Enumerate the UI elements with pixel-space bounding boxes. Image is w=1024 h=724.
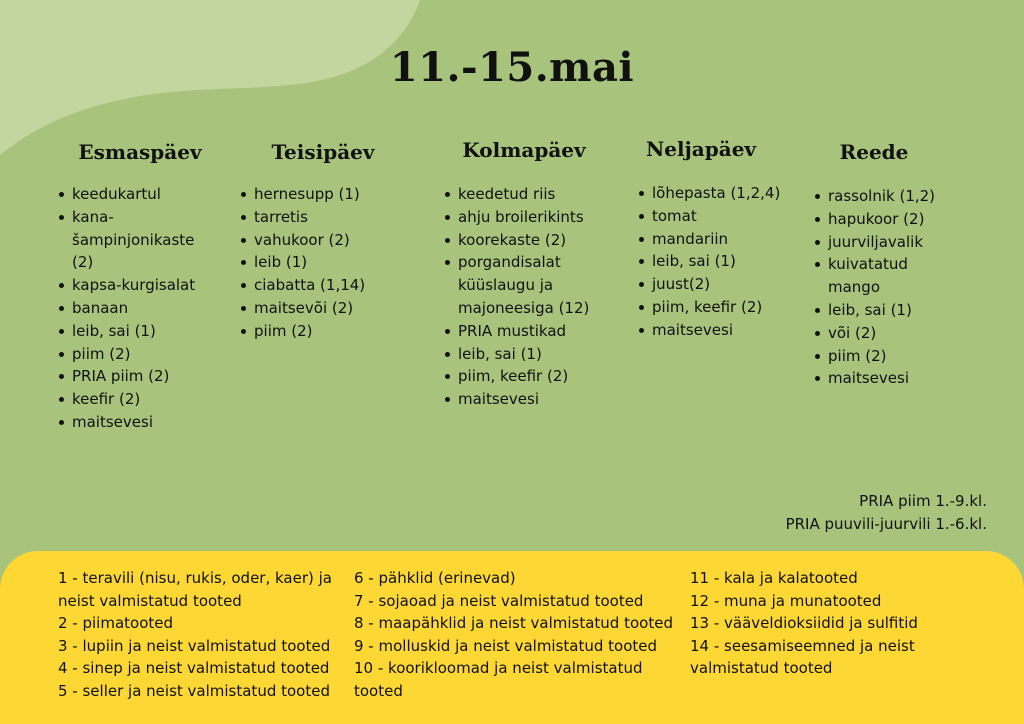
menu-item: keedukartul: [72, 183, 234, 206]
day-header-monday: [62, 140, 218, 164]
menu-item: banaan: [72, 297, 234, 320]
day-name: Teisipäev: [271, 140, 375, 164]
menu-item: keedetud riis: [458, 183, 618, 206]
menu-item: piim (2): [72, 343, 234, 366]
allergen-item: 9 - molluskid ja neist valmistatud tooted: [354, 636, 658, 655]
day-header-friday: [818, 140, 930, 164]
menu-item: juust(2): [652, 273, 822, 296]
allergen-item: 6 - pähklid (erinevad): [354, 569, 516, 587]
menu-item: kana-šampinjonikaste (2): [72, 206, 207, 274]
allergen-column-1: [58, 567, 336, 703]
menu-item: piim (2): [828, 345, 978, 368]
menu-item: piim, keefir (2): [652, 296, 822, 319]
menu-item: hernesupp (1): [254, 183, 414, 206]
day-header-thursday: [628, 137, 774, 161]
allergen-item: 13 - vääveldioksiidid ja sulfitid: [690, 614, 918, 633]
allergen-legend: [0, 551, 1024, 724]
day-name: Esmaspäev: [78, 140, 202, 164]
menu-item: tomat: [652, 205, 822, 228]
pria-note-milk: PRIA piim 1.-9.kl.: [859, 492, 987, 510]
day-menu-monday: [58, 183, 234, 434]
menu-item: mandariin: [652, 228, 822, 251]
menu-item: leib, sai (1): [652, 250, 822, 273]
day-menu-tuesday: [240, 183, 414, 343]
menu-item: piim (2): [254, 320, 414, 343]
allergen-item: 14 - seesamiseemned ja neist valmistatud tooted: [690, 636, 915, 678]
allergen-item: 10 - koorikloomad ja neist valmistatud tooted: [354, 659, 643, 700]
menu-item: leib, sai (1): [458, 343, 618, 366]
menu-item: leib, sai (1): [72, 320, 234, 343]
day-header-wednesday: [438, 138, 610, 162]
menu-item: rassolnik (1,2): [828, 185, 978, 208]
pria-note-produce: PRIA puuvili-juurvili 1.-6.kl.: [785, 515, 987, 533]
day-header-tuesday: [250, 140, 396, 164]
page-title: 11.-15.mai: [389, 44, 635, 91]
allergen-item: 8 - maapähklid ja neist valmistatud tooted: [354, 614, 673, 633]
menu-item: maitsevesi: [458, 388, 618, 411]
menu-item: porgandisalat küüslaugu ja majoneesiga (12): [458, 251, 598, 319]
menu-item: ahju broilerikints: [458, 206, 618, 229]
allergen-item: 7 - sojaoad ja neist valmistatud tooted: [354, 591, 644, 610]
day-name: Neljapäev: [645, 137, 757, 161]
day-menu-friday: [814, 185, 978, 390]
day-name: Reede: [839, 140, 909, 164]
menu-item: maitsevesi: [828, 367, 978, 390]
allergen-item: 11 - kala ja kalatooted: [690, 569, 858, 587]
menu-item: maitsevesi: [652, 319, 822, 342]
allergen-item: 3 - lupiin ja neist valmistatud tooted: [58, 636, 331, 655]
allergen-item: 5 - seller ja neist valmistatud tooted: [58, 681, 330, 700]
day-name: Kolmapäev: [462, 138, 586, 162]
menu-item: piim, keefir (2): [458, 365, 618, 388]
menu-item: kuivatatud mango: [828, 253, 928, 299]
menu-item: hapukoor (2): [828, 208, 978, 231]
menu-item: keefir (2): [72, 388, 234, 411]
allergen-item: 1 - teravili (nisu, rukis, oder, kaer) ja neist valmistatud tooted: [58, 569, 332, 610]
pria-notes: [786, 490, 987, 536]
menu-item: leib (1): [254, 251, 414, 274]
menu-item: leib, sai (1): [828, 299, 978, 322]
menu-item: või (2): [828, 322, 978, 345]
menu-item: ciabatta (1,14): [254, 274, 414, 297]
allergen-item: 2 - piimatooted: [58, 614, 174, 633]
allergen-item: 4 - sinep ja neist valmistatud tooted: [58, 659, 330, 678]
menu-item: tarretis: [254, 206, 414, 229]
menu-item: maitsevesi: [72, 411, 234, 434]
day-menu-wednesday: [444, 183, 618, 411]
allergen-column-2: [354, 567, 680, 703]
menu-item: vahukoor (2): [254, 229, 414, 252]
menu-item: juurviljavalik: [828, 231, 978, 254]
day-menu-thursday: [638, 182, 822, 342]
menu-item: kapsa-kurgisalat: [72, 274, 234, 297]
menu-item: PRIA mustikad: [458, 320, 618, 343]
menu-item: PRIA piim (2): [72, 365, 234, 388]
menu-item: maitsevõi (2): [254, 297, 414, 320]
allergen-column-3: [690, 567, 1006, 680]
menu-item: lõhepasta (1,2,4): [652, 182, 822, 205]
allergen-item: 12 - muna ja munatooted: [690, 591, 882, 610]
menu-item: koorekaste (2): [458, 229, 618, 252]
